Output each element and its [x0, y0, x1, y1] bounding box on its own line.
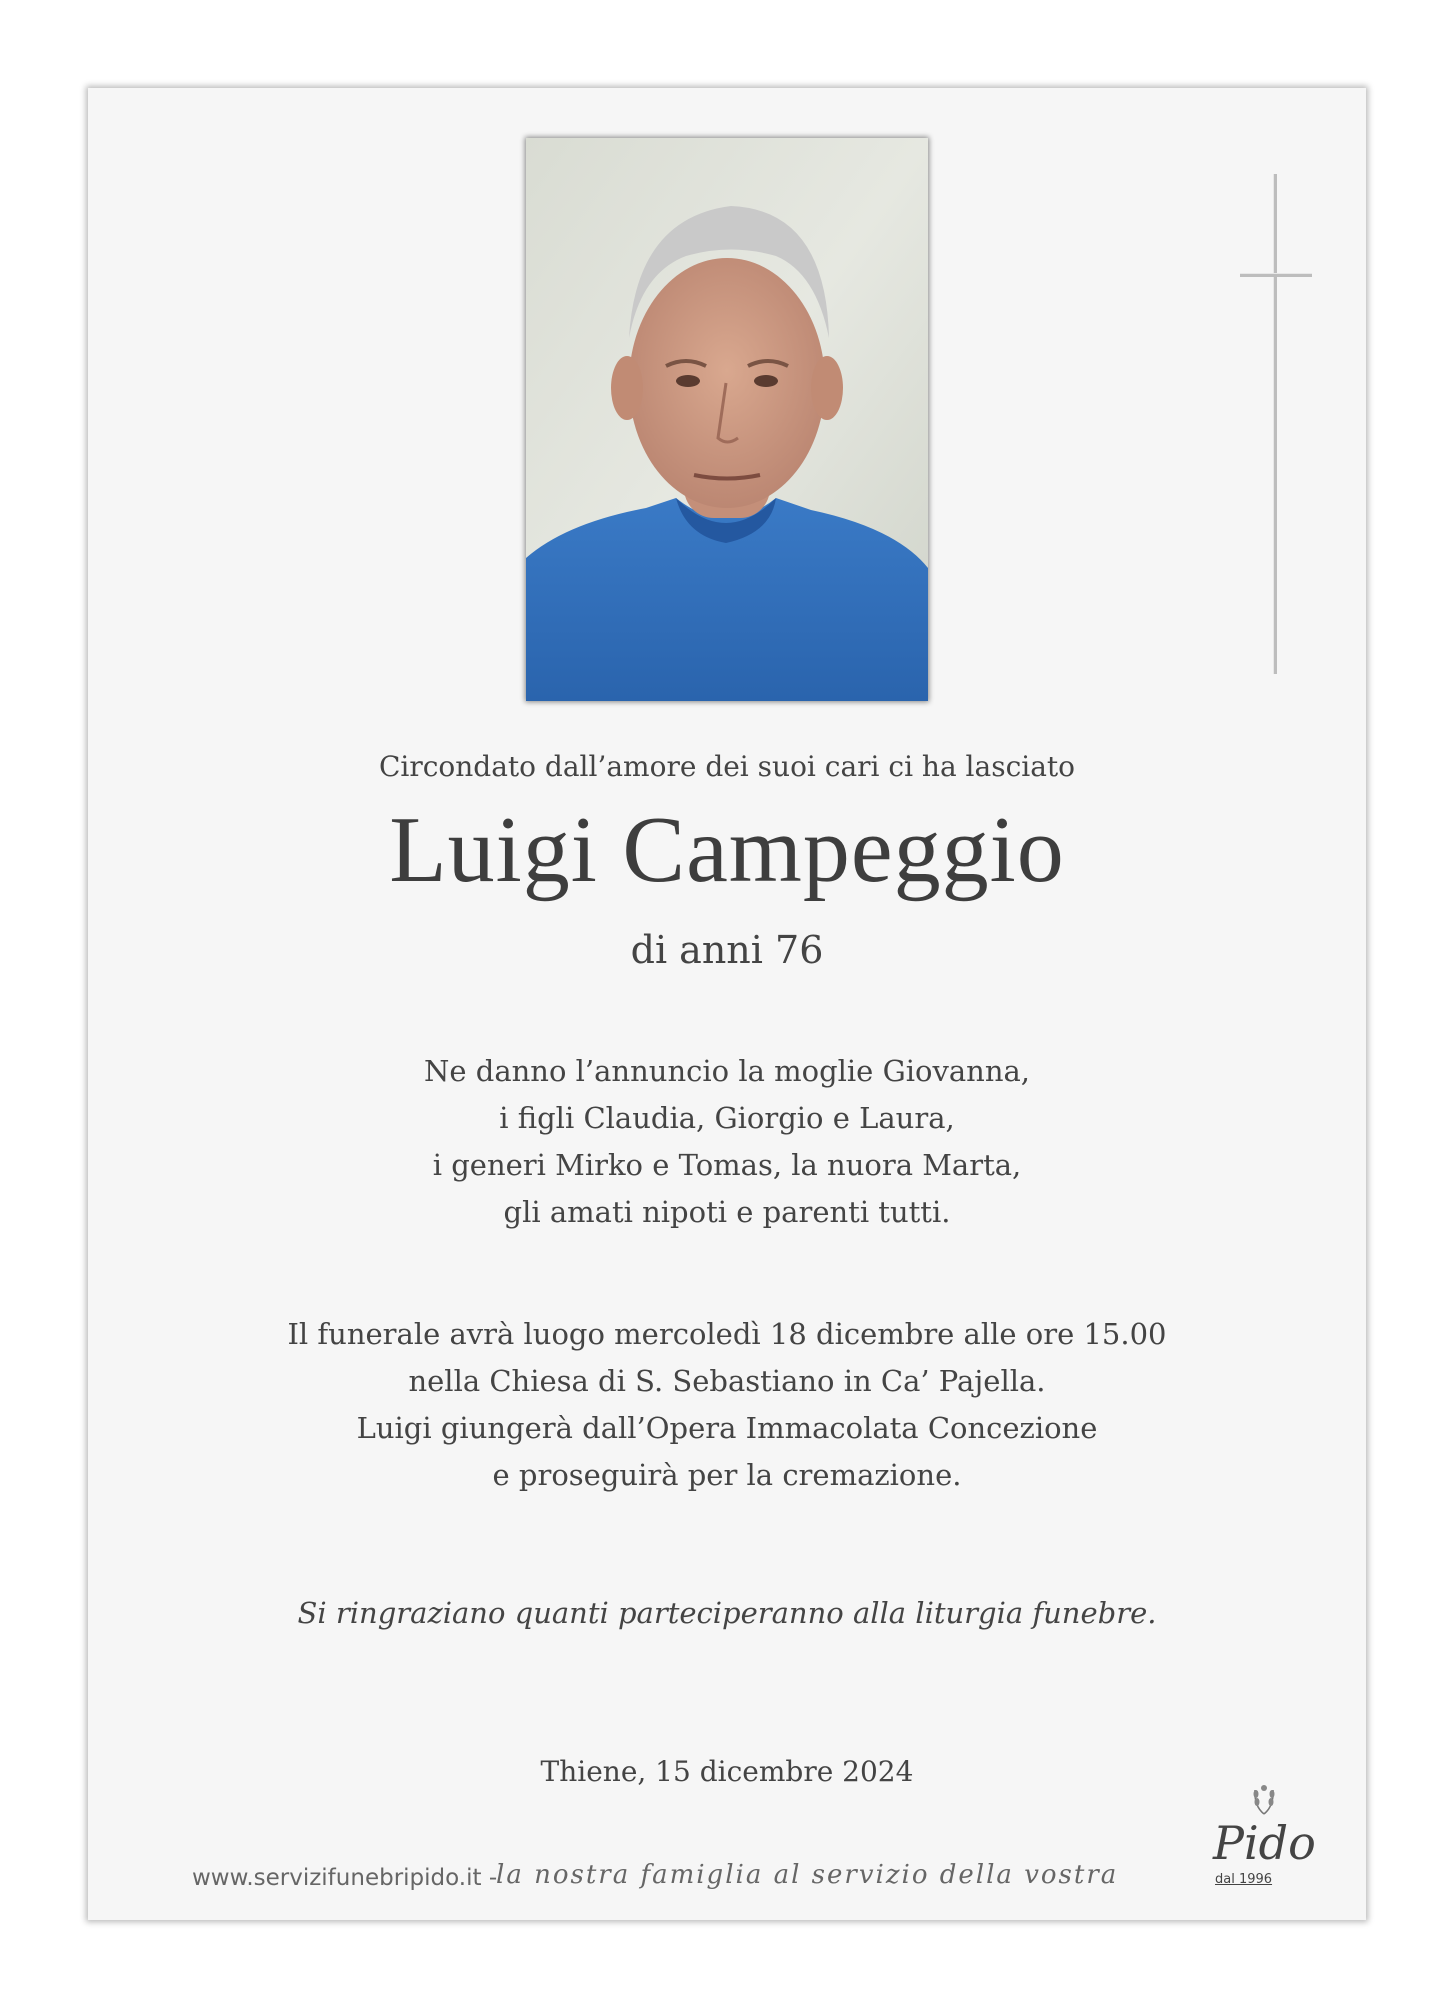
announcement-line: gli amati nipoti e parenti tutti. — [503, 1195, 951, 1229]
intro-text: Circondato dall’amore dei suoi cari ci ha lasciato — [378, 750, 1076, 783]
logo-since: dal 1996 — [1215, 1872, 1273, 1887]
thanks-text: Si ringraziano quanti parteciperanno alla liturgia funebre. — [297, 1596, 1157, 1630]
funeral-line: Luigi giungerà dall’Opera Immacolata Concezione — [356, 1411, 1098, 1445]
age-text: di anni 76 — [630, 928, 824, 972]
place-date: Thiene, 15 dicembre 2024 — [540, 1755, 914, 1788]
cross-icon — [1273, 174, 1277, 674]
funeral-line: nella Chiesa di S. Sebastiano in Ca’ Pajella. — [408, 1364, 1046, 1398]
footer-tagline: la nostra famiglia al servizio della vostra — [496, 1860, 1119, 1890]
cross-icon-arm — [1240, 273, 1312, 277]
announcement-line: Ne danno l’annuncio la moglie Giovanna, — [424, 1054, 1030, 1088]
logo-name: Pido — [1213, 1816, 1316, 1870]
funeral-line: e proseguirà per la cremazione. — [492, 1458, 962, 1492]
obituary-card — [88, 88, 1366, 1920]
footer-url: www.servizifunebripido.it - — [192, 1865, 498, 1891]
laurel-icon — [1251, 1782, 1277, 1816]
portrait-photo — [526, 138, 928, 701]
deceased-name: Luigi Campeggio — [389, 798, 1065, 902]
announcement-line: i generi Mirko e Tomas, la nuora Marta, — [432, 1148, 1022, 1182]
announcement-line: i figli Claudia, Giorgio e Laura, — [499, 1101, 955, 1135]
funeral-line: Il funerale avrà luogo mercoledì 18 dicembre alle ore 15.00 — [287, 1317, 1167, 1351]
funeral-home-logo — [1213, 1782, 1316, 1892]
